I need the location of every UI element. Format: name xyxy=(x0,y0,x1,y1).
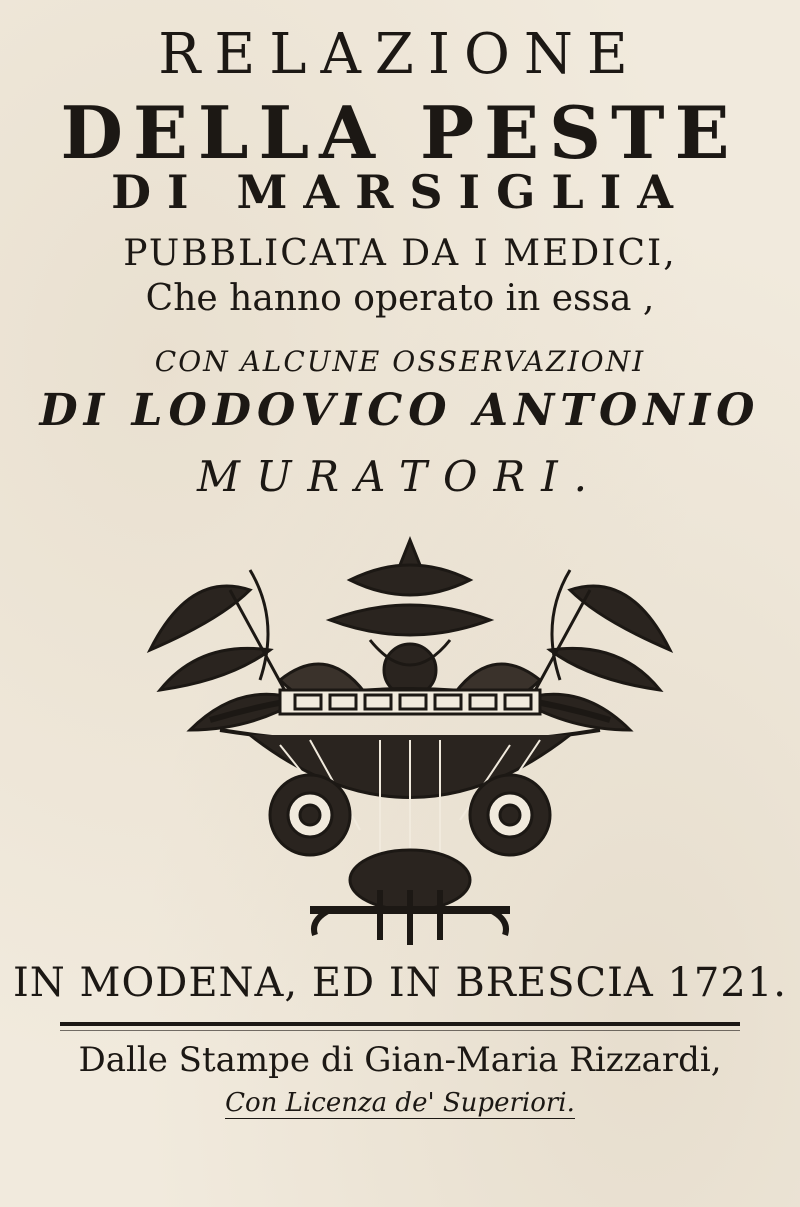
imprint-place-date: IN MODENA, ED IN BRESCIA 1721. xyxy=(13,960,787,1006)
imprint-license-text: Con Licenza de' Superiori. xyxy=(225,1088,575,1118)
subtitle-osservazioni: CON ALCUNE OSSERVAZIONI xyxy=(154,345,646,378)
imprint-license xyxy=(0,1088,800,1118)
floral-basket-ornament xyxy=(130,530,690,950)
subtitle-author-first: DI LODOVICO ANTONIO xyxy=(39,385,761,436)
title-che-hanno: Che hanno operato in essa , xyxy=(145,278,655,319)
divider-rule xyxy=(60,1022,740,1026)
title-pubblicata: PUBBLICATA DA I MEDICI, xyxy=(123,233,677,274)
subtitle-author-last: MURATORI. xyxy=(196,452,604,501)
title-di-marsiglia: DI MARSIGLIA xyxy=(111,165,689,219)
title-della-peste: DELLA PESTE xyxy=(60,90,740,175)
center-flower-icon xyxy=(330,540,490,696)
basket-foot xyxy=(310,850,510,945)
title-relazione: RELAZIONE xyxy=(158,22,642,87)
divider-rule-thin xyxy=(60,1030,740,1031)
imprint-printer: Dalle Stampe di Gian-Maria Rizzardi, xyxy=(78,1040,722,1080)
